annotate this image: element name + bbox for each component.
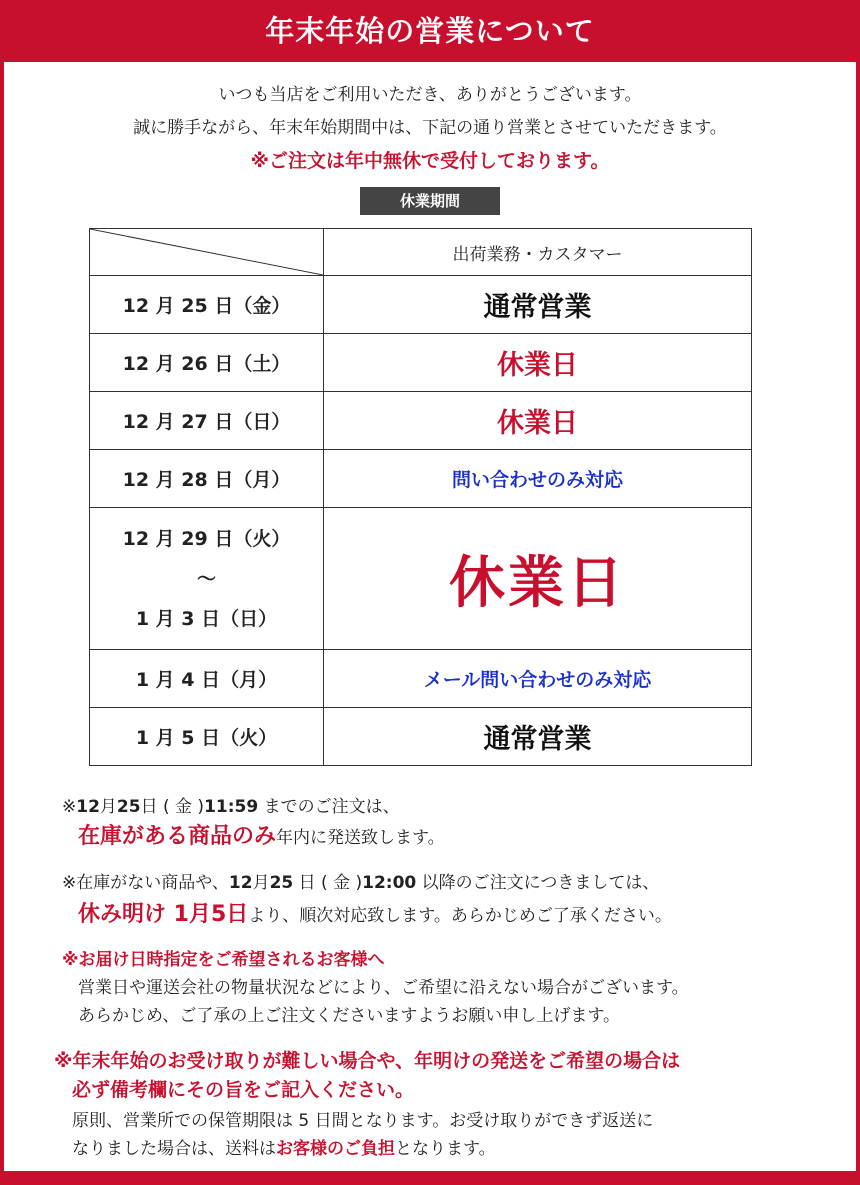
- status-cell: メール問い合わせのみ対応: [324, 650, 752, 708]
- date-range-separator: ～: [196, 567, 216, 590]
- status-cell: 通常営業: [324, 276, 752, 334]
- note-1-day-num: 25: [116, 797, 141, 817]
- note-2-tail-2: より、順次対応致します。あらかじめご了承ください。: [248, 906, 672, 926]
- intro-notice: ※ご注文は年中無休で受付しております。: [250, 150, 610, 172]
- date-cell: 12 月 28 日（月）: [90, 450, 324, 508]
- status-cell: 通常営業: [324, 708, 752, 766]
- status-cell: 休業日: [324, 508, 752, 650]
- note-1-month: 月: [99, 797, 117, 817]
- note-2-emphasis: 休み明け 1月5日: [78, 902, 249, 927]
- status-cell: 休業日: [324, 334, 752, 392]
- note-2-line-1: [62, 868, 659, 893]
- schedule-table: [89, 228, 752, 766]
- note-1-line-1: [62, 792, 400, 817]
- date-cell: 1 月 5 日（火）: [90, 708, 324, 766]
- table-row: [90, 392, 752, 450]
- note-1-day-suffix: 日 ( 金 ): [140, 797, 205, 817]
- note-1-time: 11:59: [204, 797, 259, 817]
- intro-line-2: 誠に勝手ながら、年末年始期間中は、下記の通り営業とさせていただきます。: [133, 118, 727, 138]
- note-2-day-num: 25: [269, 873, 294, 893]
- column-header: 出荷業務・カスタマー: [324, 229, 752, 276]
- table-row: [90, 334, 752, 392]
- intro-line-1: いつも当店をご利用いただき、ありがとうございます。: [218, 85, 642, 105]
- status-cell: 休業日: [324, 392, 752, 450]
- status-cell: 問い合わせのみ対応: [324, 450, 752, 508]
- note-4-line-2-c: となります。: [395, 1139, 496, 1159]
- note-3-line-2: あらかじめ、ご了承の上ご注文くださいますようお願い申し上げます。: [78, 1006, 620, 1026]
- note-2-lead: ※在庫がない商品や、: [62, 873, 229, 893]
- note-4-line-2: [72, 1134, 496, 1159]
- diagonal-corner-cell: [90, 229, 324, 276]
- date-range-end: 1 月 3 日（日）: [135, 607, 278, 630]
- note-1-month-num: 12: [76, 797, 100, 817]
- note-2-month-num: 12: [228, 873, 253, 893]
- note-4-line-1: 原則、営業所での保管期限は 5 日間となります。お受け取りができず返送に: [72, 1111, 654, 1131]
- note-3-line-1: 営業日や運送会社の物量状況などにより、ご希望に沿えない場合がございます。: [78, 978, 689, 998]
- table-row: [90, 650, 752, 708]
- table-row: [90, 276, 752, 334]
- date-cell: 12 月 27 日（日）: [90, 392, 324, 450]
- table-header-row: [90, 229, 752, 276]
- diagonal-line: [90, 229, 323, 275]
- note-1-tail: までのご注文は、: [258, 797, 400, 817]
- date-range-cell: [90, 508, 324, 650]
- note-1-line-2: [78, 819, 445, 850]
- note-2-tail: 以降のご注文につきましては、: [416, 873, 660, 893]
- note-mark: ※: [62, 797, 77, 817]
- note-4-line-2-a: なりました場合は、送料は: [72, 1139, 276, 1159]
- note-3-title: ※お届け日時指定をご希望されるお客様へ: [62, 950, 385, 970]
- note-1-emphasis: 在庫がある商品のみ: [78, 824, 277, 849]
- table-row: [90, 450, 752, 508]
- note-2-time: 12:00: [362, 873, 417, 893]
- date-cell: 1 月 4 日（月）: [90, 650, 324, 708]
- note-4-emphasis: お客様のご負担: [276, 1139, 395, 1159]
- period-label: 休業期間: [360, 187, 500, 215]
- note-4-title-1: ※年末年始のお受け取りが難しい場合や、年明けの発送をご希望の場合は: [54, 1050, 681, 1072]
- note-2-line-2: [78, 897, 672, 928]
- note-2-day-suffix: 日 ( 金 ): [293, 873, 363, 893]
- date-range-start: 12 月 29 日（火）: [122, 527, 291, 550]
- table-row: [90, 708, 752, 766]
- page-title: 年末年始の営業について: [0, 0, 860, 62]
- date-cell: 12 月 25 日（金）: [90, 276, 324, 334]
- table-row: [90, 508, 752, 650]
- note-1-tail-2: 年内に発送致します。: [276, 828, 445, 848]
- date-cell: 12 月 26 日（土）: [90, 334, 324, 392]
- note-2-month: 月: [252, 873, 270, 893]
- note-4-title-2: 必ず備考欄にその旨をご記入ください。: [72, 1079, 415, 1101]
